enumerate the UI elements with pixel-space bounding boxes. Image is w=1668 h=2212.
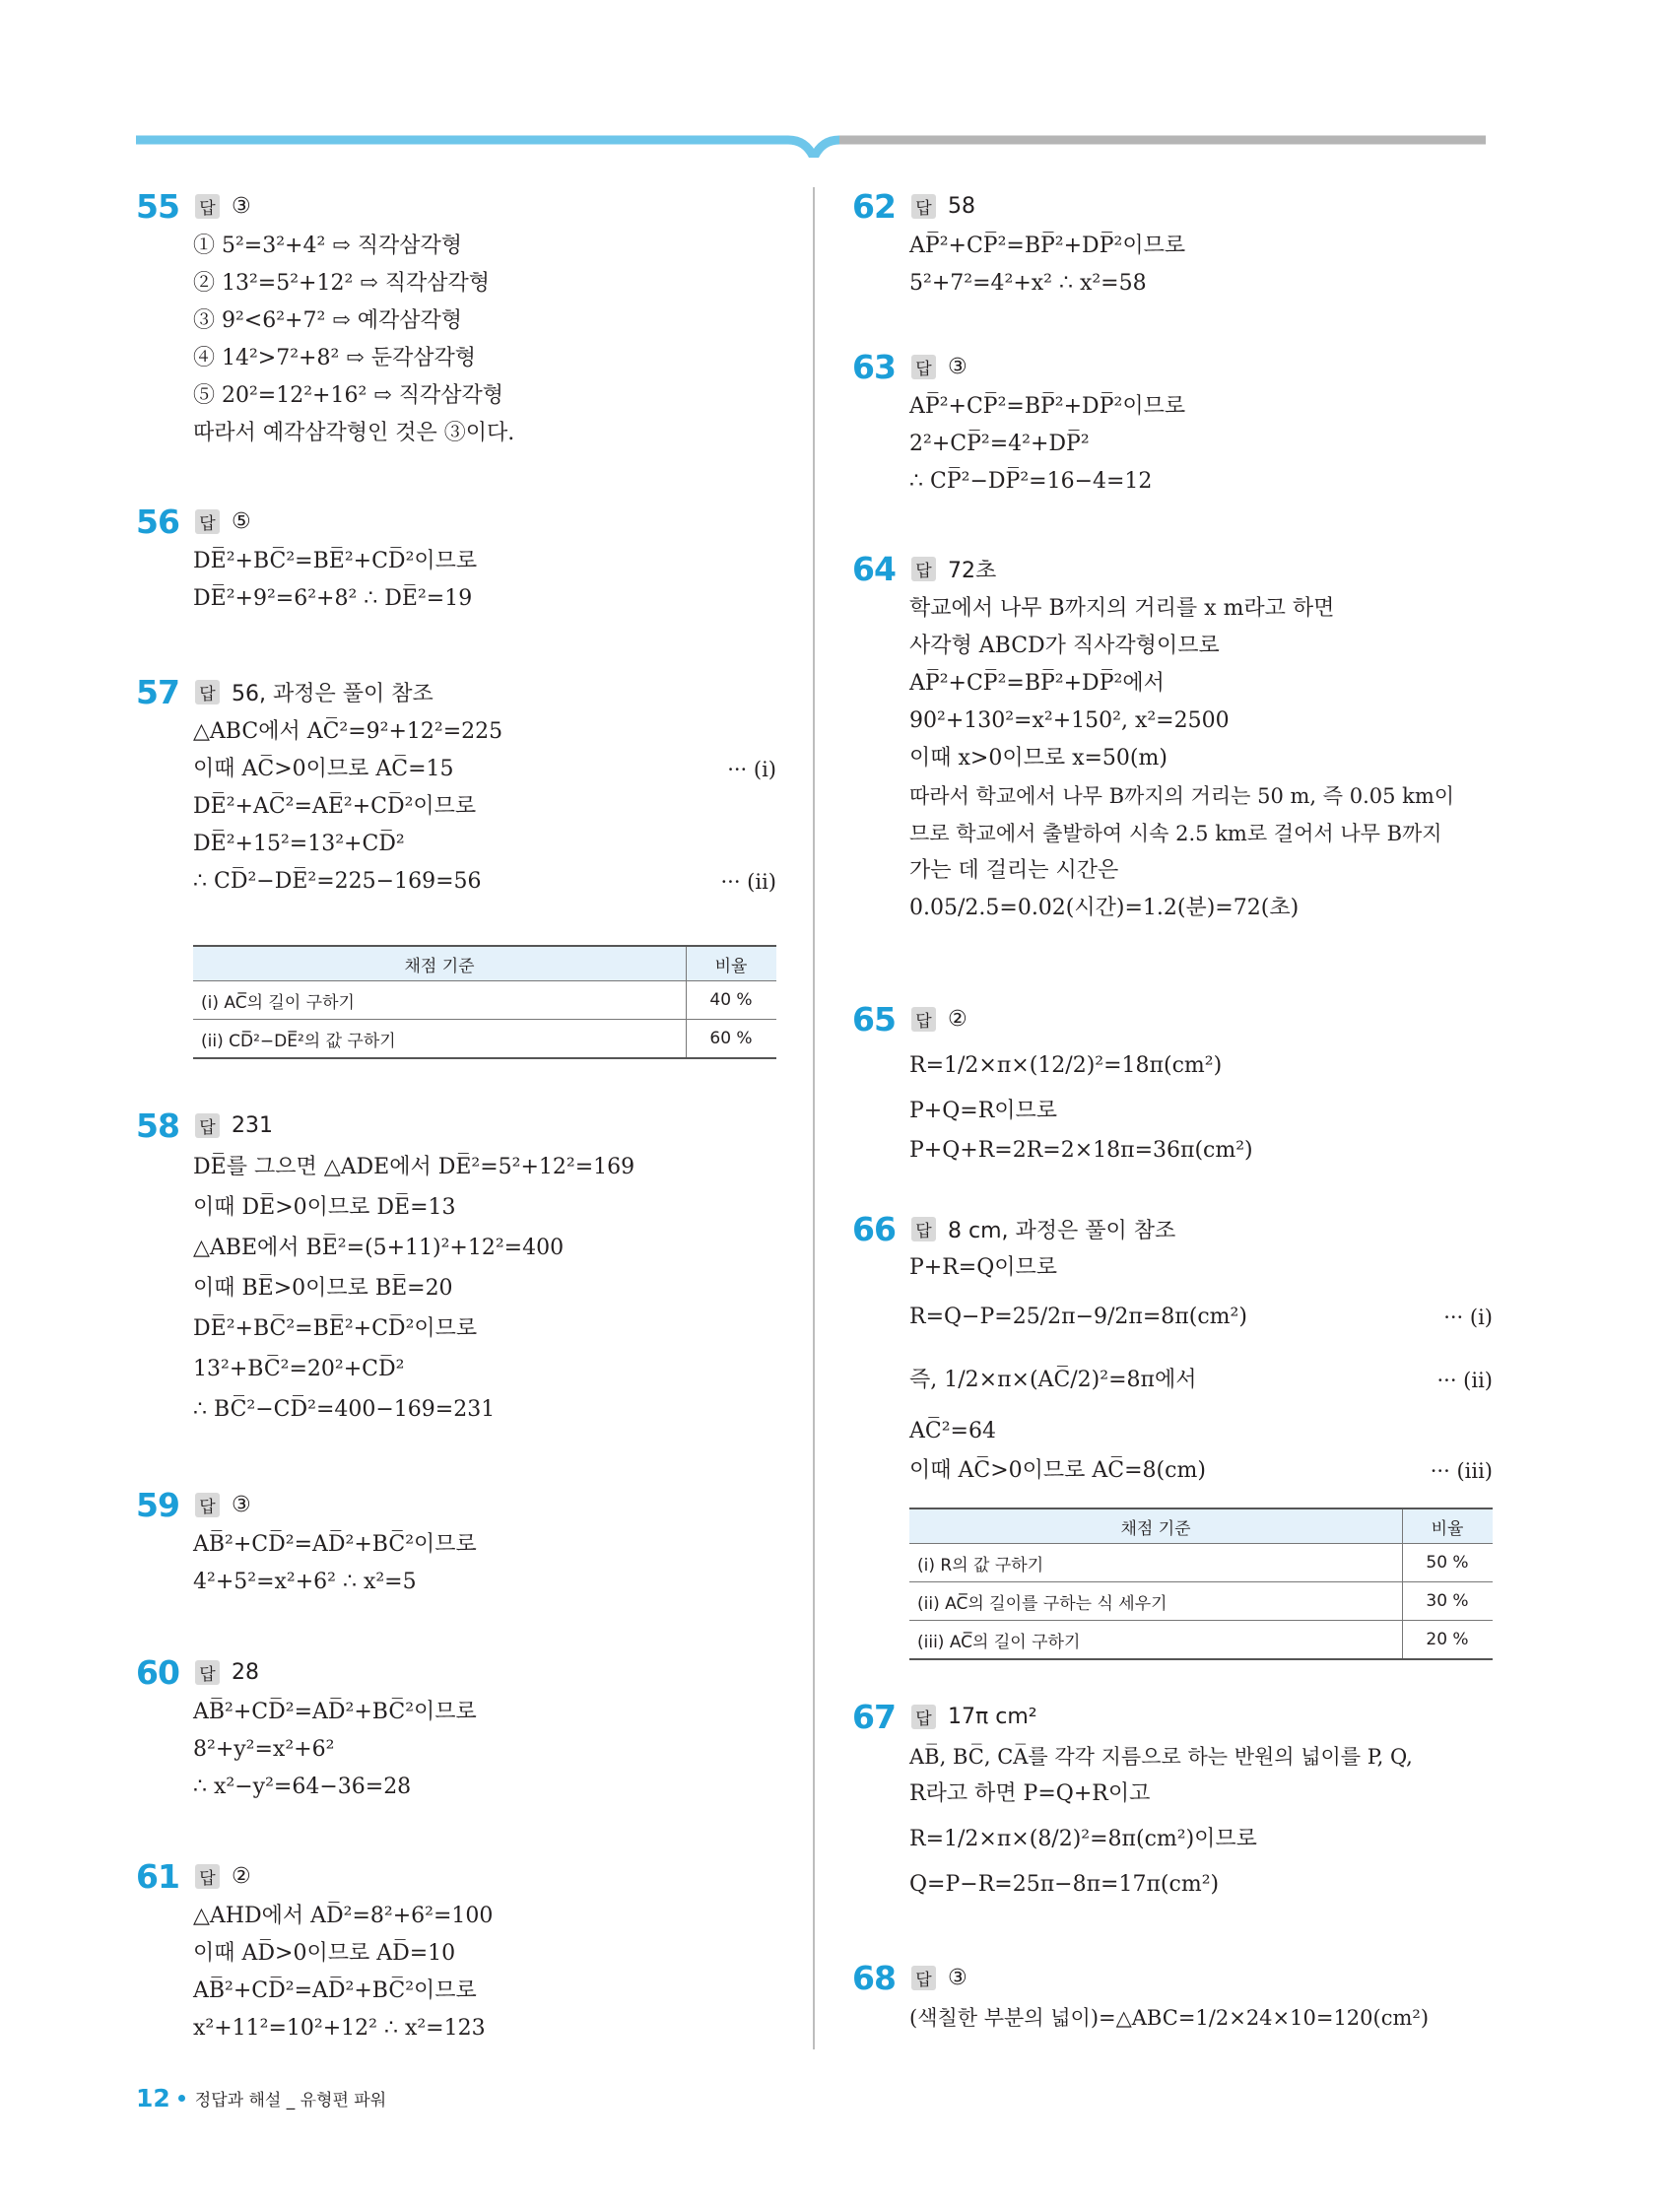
problem-61	[136, 1854, 776, 2047]
problem-62	[852, 184, 1493, 302]
answer-value: 58	[948, 193, 975, 219]
solution-line: 0.05/2.5=0.02(시간)=1.2(분)=72(초)	[909, 896, 1300, 920]
solution-line: ∴ CP̅²−DP̅²=16−4=12	[909, 469, 1153, 494]
answer-value: 28	[232, 1659, 259, 1685]
solution-line: ∴ x²−y²=64−36=28	[193, 1775, 412, 1799]
answer-badge: 답	[911, 1966, 936, 1990]
problem-59	[136, 1483, 776, 1601]
table-cell: (ii) CD̅²−DE̅²의 값 구하기	[193, 1020, 687, 1059]
step-marker: ··· (ii)	[1436, 1369, 1493, 1392]
problem-number: 55	[136, 186, 179, 226]
solution-line: DE̅²+BC̅²=BE̅²+CD̅²이므로	[193, 549, 478, 573]
table-header: 채점 기준	[193, 946, 687, 981]
solution-line: R=1/2×π×(8/2)²=8π(cm²)이므로	[909, 1827, 1257, 1851]
solution-line: △AHD에서 AD̅²=8²+6²=100	[193, 1904, 494, 1928]
solution-line: R라고 하면 P=Q+R이고	[909, 1781, 1151, 1806]
table-cell: 50 %	[1403, 1544, 1494, 1582]
solution-line: 2²+CP̅²=4²+DP̅²	[909, 432, 1090, 456]
problem-number: 63	[852, 347, 896, 386]
problem-number: 60	[136, 1652, 179, 1692]
solution-line: ② 13²=5²+12² ⇨ 직각삼각형	[193, 271, 490, 296]
answer-badge: 답	[195, 1864, 220, 1889]
solution-line: 따라서 예각삼각형인 것은 ③이다.	[193, 421, 515, 445]
solution-line: P+Q=R이므로	[909, 1099, 1058, 1123]
solution-line: DE̅²+15²=13²+CD̅²	[193, 832, 405, 856]
solution-line: 5²+7²=4²+x² ∴ x²=58	[909, 271, 1147, 296]
solution-line: R=Q−P=25/2π−9/2π=8π(cm²) ··· (i)	[852, 1286, 1493, 1349]
problem-number: 62	[852, 186, 896, 226]
solution-line: 이때 AC̅>0이므로 AC̅=15 ··· (i)	[136, 751, 776, 788]
solution-line: 즉, 1/2×π×(AC̅/2)²=8π에서 ··· (ii)	[852, 1349, 1493, 1412]
page-number: 12	[136, 2084, 170, 2112]
problem-65	[852, 997, 1493, 1171]
problem-header	[852, 547, 1493, 590]
step-marker: ··· (i)	[727, 758, 776, 781]
problem-58	[136, 1104, 776, 1430]
solution-line: 학교에서 나무 B까지의 거리를 x m라고 하면	[909, 596, 1335, 621]
problem-header	[136, 184, 776, 228]
problem-number: 59	[136, 1485, 179, 1524]
answer-value: ③	[232, 1492, 251, 1517]
problem-number: 65	[852, 999, 896, 1039]
step-marker: ··· (i)	[1443, 1306, 1493, 1329]
problem-68	[852, 1956, 1493, 2037]
solution-line: AB̅, BC̅, CA̅를 각각 지름으로 하는 반원의 넓이를 P, Q,	[909, 1745, 1413, 1769]
solution-line: AP̅²+CP̅²=BP̅²+DP̅²이므로	[909, 234, 1186, 258]
solution-line: 이때 BE̅>0이므로 BE̅=20	[193, 1276, 453, 1301]
grading-table	[909, 1508, 1493, 1660]
problem-number: 64	[852, 549, 896, 588]
solution-line: Q=P−R=25π−8π=17π(cm²)	[909, 1872, 1220, 1897]
problem-header	[136, 1854, 776, 1898]
problem-number: 57	[136, 672, 179, 711]
table-cell: 30 %	[1403, 1582, 1494, 1621]
solution-line: P+Q+R=2R=2×18π=36π(cm²)	[909, 1138, 1253, 1163]
page-footer	[136, 2084, 386, 2112]
table-row	[193, 1020, 776, 1059]
column-divider	[813, 187, 815, 2049]
answer-value: 231	[232, 1112, 273, 1138]
solution-line: ⑤ 20²=12²+16² ⇨ 직각삼각형	[193, 383, 503, 408]
answer-badge: 답	[195, 1493, 220, 1517]
answer-value: ②	[948, 1006, 967, 1032]
answer-badge: 답	[911, 557, 936, 581]
solution-line: P+R=Q이므로	[909, 1255, 1058, 1280]
solution-line: ∴ BC̅²−CD̅²=400−169=231	[193, 1397, 496, 1422]
table-cell: 20 %	[1403, 1621, 1494, 1660]
problem-header	[852, 1695, 1493, 1738]
problem-number: 67	[852, 1697, 896, 1736]
solution-line: 이때 AD̅>0이므로 AD̅=10	[193, 1941, 456, 1966]
table-header: 비율	[687, 946, 777, 981]
solution-line: 따라서 학교에서 나무 B까지의 거리는 50 m, 즉 0.05 km이	[909, 784, 1455, 808]
solution-line: ③ 9²<6²+7² ⇨ 예각삼각형	[193, 308, 462, 333]
problem-67	[852, 1695, 1493, 1904]
header-tab-bar	[0, 0, 1668, 158]
answer-badge: 답	[911, 355, 936, 379]
solution-line: 13²+BC̅²=20²+CD̅²	[193, 1357, 405, 1381]
solution-line: 가는 데 걸리는 시간은	[909, 858, 1119, 883]
problem-number: 56	[136, 502, 179, 541]
solution-line: ④ 14²>7²+8² ⇨ 둔각삼각형	[193, 346, 476, 370]
table-row	[193, 981, 776, 1020]
problem-header	[136, 670, 776, 713]
answer-value: 17π cm²	[948, 1704, 1037, 1729]
answer-badge: 답	[911, 1007, 936, 1032]
solution-line: ∴ CD̅²−DE̅²=225−169=56 ··· (ii)	[136, 863, 776, 901]
table-header: 채점 기준	[909, 1508, 1403, 1544]
table-cell: (i) AC̅의 길이 구하기	[193, 981, 687, 1020]
answer-value: ③	[948, 354, 967, 379]
step-marker: ··· (ii)	[720, 870, 776, 894]
solution-line: 8²+y²=x²+6²	[193, 1737, 335, 1762]
table-row	[909, 1544, 1493, 1582]
solution-line: 이때 DE̅>0이므로 DE̅=13	[193, 1195, 456, 1220]
step-marker: ··· (iii)	[1430, 1459, 1493, 1483]
answer-value: ③	[948, 1965, 967, 1990]
problem-66	[852, 1207, 1493, 1652]
problem-header	[136, 1483, 776, 1526]
solution-line: AB̅²+CD̅²=AD̅²+BC̅²이므로	[193, 1978, 477, 2003]
answer-badge: 답	[195, 194, 220, 219]
solution-line: AC̅²=64	[909, 1419, 996, 1443]
solution-line: 90²+130²=x²+150², x²=2500	[909, 708, 1230, 733]
solution-line: 이때 x>0이므로 x=50(m)	[909, 746, 1168, 771]
solution-line: △ABC에서 AC̅²=9²+12²=225	[193, 719, 503, 744]
solution-line: DE̅²+9²=6²+8² ∴ DE̅²=19	[193, 586, 473, 611]
table-row	[909, 1621, 1493, 1660]
answer-badge: 답	[911, 194, 936, 219]
solution-line: 4²+5²=x²+6² ∴ x²=5	[193, 1570, 417, 1594]
solution-line: 므로 학교에서 출발하여 시속 2.5 km로 걸어서 나무 B까지	[909, 822, 1442, 845]
bullet-dot-icon	[178, 2095, 185, 2102]
solution-line: AP̅²+CP̅²=BP̅²+DP̅²에서	[909, 671, 1165, 696]
problem-header	[852, 1207, 1493, 1250]
problem-header	[136, 1650, 776, 1694]
problem-header	[852, 997, 1493, 1040]
solution-line: 사각형 ABCD가 직사각형이므로	[909, 634, 1220, 658]
table-header: 비율	[1403, 1508, 1494, 1544]
solution-line: ① 5²=3²+4² ⇨ 직각삼각형	[193, 234, 462, 258]
problem-number: 58	[136, 1106, 179, 1145]
solution-line: DE̅를 그으면 △ADE에서 DE̅²=5²+12²=169	[193, 1155, 635, 1179]
answer-badge: 답	[195, 509, 220, 534]
solution-line: 이때 AC̅>0이므로 AC̅=8(cm) ··· (iii)	[852, 1451, 1493, 1491]
answer-value: 56, 과정은 풀이 참조	[232, 681, 434, 706]
table-cell: 40 %	[687, 981, 777, 1020]
table-cell: (i) R의 값 구하기	[909, 1544, 1403, 1582]
solution-line: (색칠한 부분의 넓이)=△ABC=1/2×24×10=120(cm²)	[909, 2006, 1430, 2030]
answer-badge: 답	[195, 1660, 220, 1685]
header-accent-line	[136, 140, 839, 158]
solution-line: R=1/2×π×(12/2)²=18π(cm²)	[909, 1053, 1223, 1078]
problem-number: 61	[136, 1856, 179, 1896]
answer-value: 8 cm, 과정은 풀이 참조	[948, 1218, 1176, 1243]
answer-badge: 답	[911, 1705, 936, 1729]
table-cell: (ii) AC̅의 길이를 구하는 식 세우기	[909, 1582, 1403, 1621]
problem-56	[136, 500, 776, 618]
problem-60	[136, 1650, 776, 1806]
problem-63	[852, 345, 1493, 501]
problem-header	[852, 1956, 1493, 1999]
solution-line: AB̅²+CD̅²=AD̅²+BC̅²이므로	[193, 1700, 477, 1724]
solution-line: AP̅²+CP̅²=BP̅²+DP̅²이므로	[909, 394, 1186, 419]
solution-line: AB̅²+CD̅²=AD̅²+BC̅²이므로	[193, 1532, 477, 1557]
answer-badge: 답	[195, 680, 220, 704]
answer-badge: 답	[195, 1113, 220, 1138]
answer-badge: 답	[911, 1217, 936, 1241]
answer-value: 72초	[948, 558, 997, 583]
problem-number: 68	[852, 1958, 896, 1997]
table-row	[909, 1582, 1493, 1621]
problem-header	[852, 345, 1493, 388]
answer-value: ②	[232, 1863, 251, 1889]
problem-header	[136, 500, 776, 543]
table-cell: (iii) AC̅의 길이 구하기	[909, 1621, 1403, 1660]
footer-title: 정답과 해설 _ 유형편 파워	[194, 2091, 387, 2111]
solution-line: DE̅²+BC̅²=BE̅²+CD̅²이므로	[193, 1316, 478, 1341]
problem-55	[136, 184, 776, 452]
problem-header	[136, 1104, 776, 1147]
grading-table	[193, 945, 776, 1059]
solution-line: △ABE에서 BE̅²=(5+11)²+12²=400	[193, 1236, 565, 1260]
answer-value: ⑤	[232, 508, 251, 534]
solution-line: x²+11²=10²+12² ∴ x²=123	[193, 2016, 486, 2041]
problem-number: 66	[852, 1209, 896, 1248]
problem-64	[852, 547, 1493, 927]
solution-line: DE̅²+AC̅²=AE̅²+CD̅²이므로	[193, 794, 477, 819]
table-cell: 60 %	[687, 1020, 777, 1059]
answer-value: ③	[232, 193, 251, 219]
problem-57	[136, 670, 776, 1051]
problem-header	[852, 184, 1493, 228]
